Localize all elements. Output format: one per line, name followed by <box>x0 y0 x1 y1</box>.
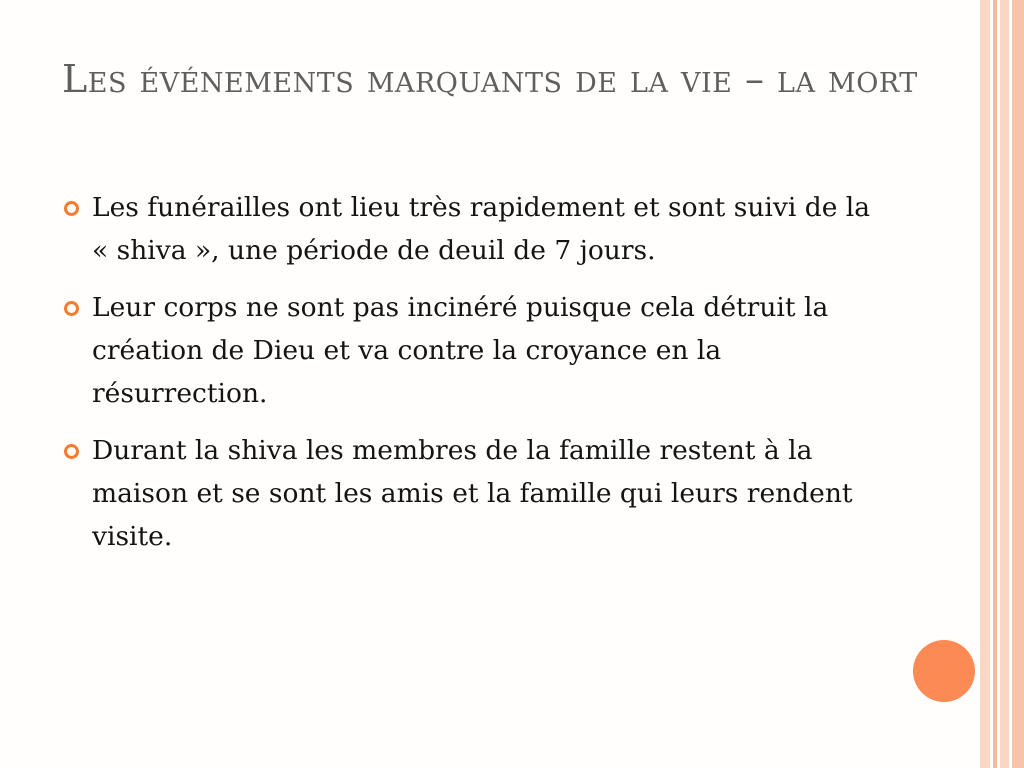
bullet-text: Durant la shiva les membres de la famille restent à la maison et se sont les amis et la famille qui leurs rendent visite. <box>92 435 853 552</box>
decorative-stripe <box>1012 0 1024 768</box>
bullet-circle-icon <box>64 444 79 459</box>
bullet-text: Les funérailles ont lieu très rapidement et sont suivi de la « shiva », une période de deuil de 7 jours. <box>92 192 871 266</box>
bullet-circle-icon <box>64 201 79 216</box>
decorative-circle <box>913 640 975 702</box>
bullet-text: Leur corps ne sont pas incinéré puisque cela détruit la création de Dieu et va contre la croyance en la résurrection. <box>92 292 829 409</box>
bullet-circle-icon <box>64 301 79 316</box>
bullet-list <box>62 186 892 572</box>
decorative-stripe <box>1000 0 1009 768</box>
decorative-stripe <box>993 0 997 768</box>
bullet-item <box>62 186 892 272</box>
bullet-item <box>62 286 892 415</box>
decorative-stripe <box>980 0 990 768</box>
slide-title: Les événements marquants de la vie – la mort <box>62 57 918 101</box>
bullet-item <box>62 429 892 558</box>
